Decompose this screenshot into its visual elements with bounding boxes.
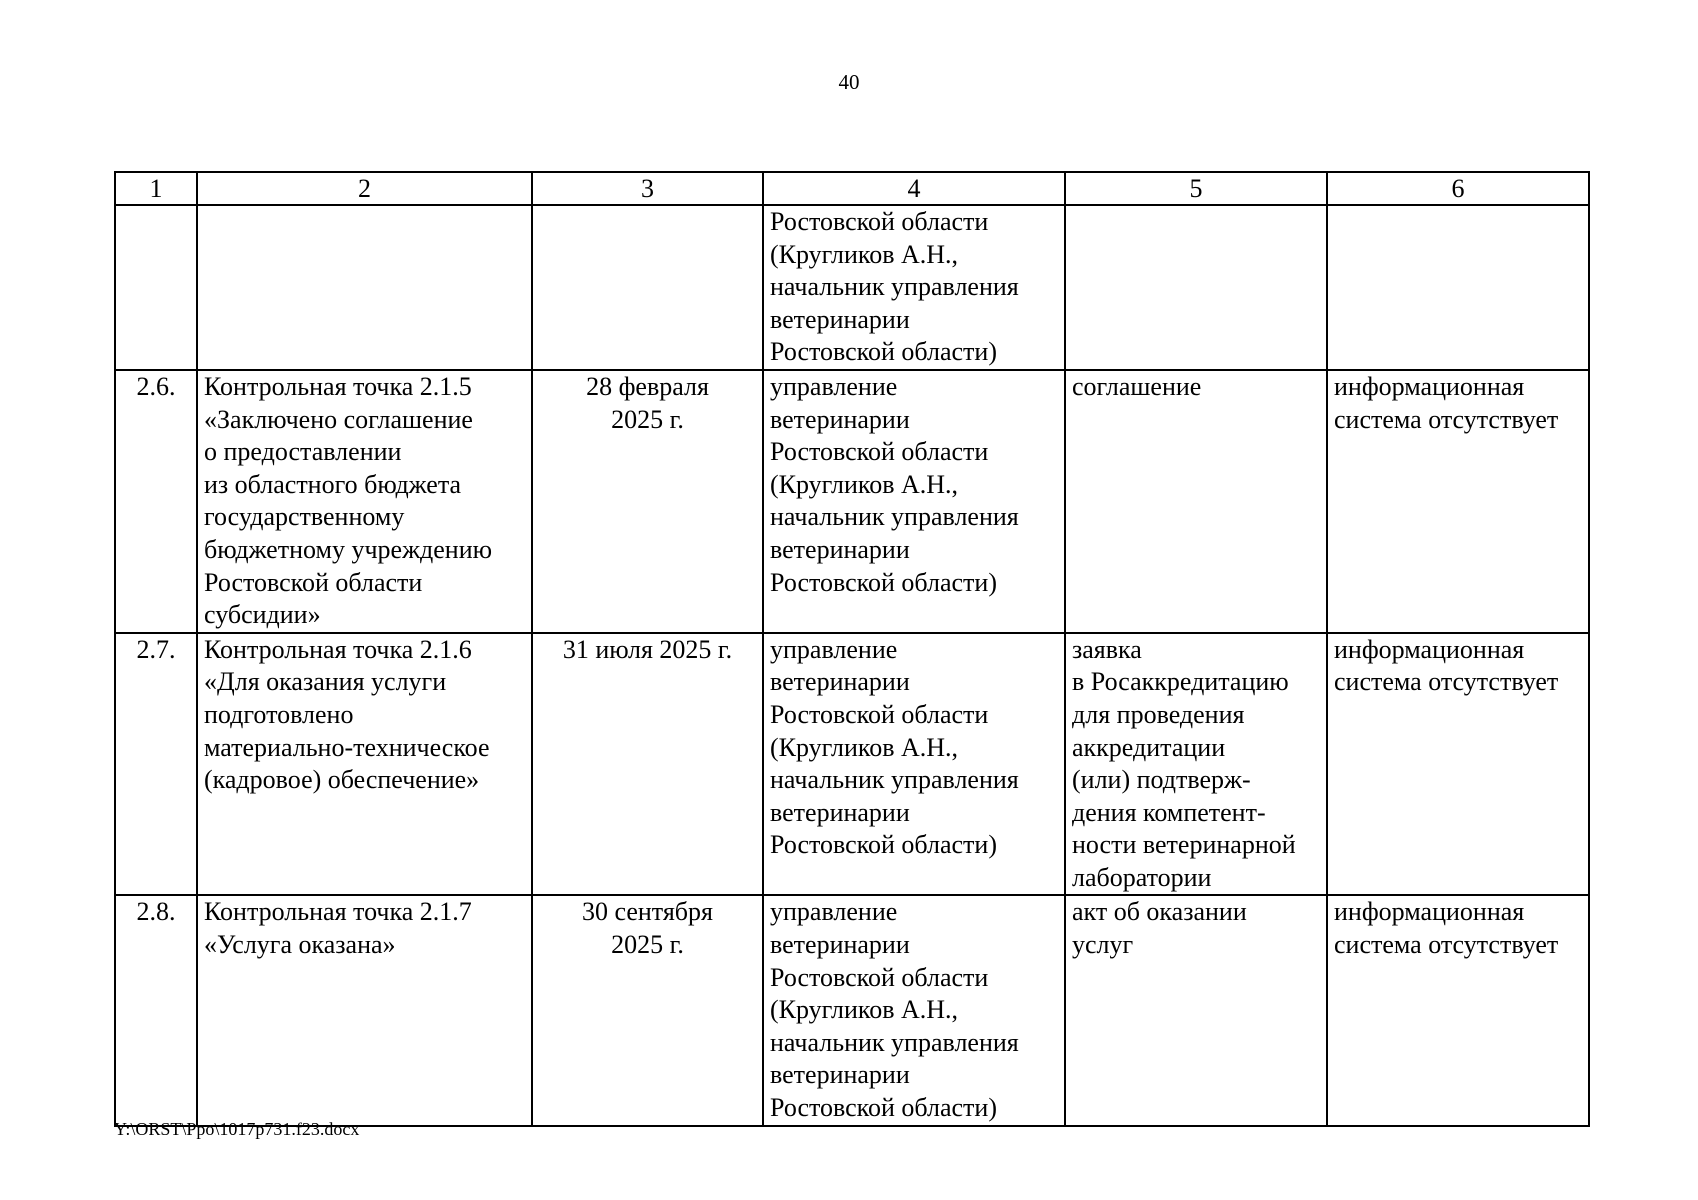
- responsible-cell: управление ветеринарии Ростовской области (Кругликов А.Н., начальник управления ветеринарии Ростовской области): [763, 633, 1065, 896]
- info-system-cell: информационная система отсутствует: [1327, 370, 1589, 633]
- responsible-cell: управление ветеринарии Ростовской области (Кругликов А.Н., начальник управления ветеринарии Ростовской области): [763, 895, 1065, 1125]
- document-cell: [1065, 205, 1327, 370]
- info-system-cell: информационная система отсутствует: [1327, 895, 1589, 1125]
- footer-file-path: Y:\ORST\Ppo\1017p731.f23.docx: [114, 1119, 360, 1139]
- table-row: [115, 370, 1589, 633]
- table-row: [115, 205, 1589, 370]
- column-header-5: 5: [1065, 172, 1327, 205]
- control-point-title-cell: Контрольная точка 2.1.7 «Услуга оказана»: [197, 895, 532, 1125]
- column-header-3: 3: [532, 172, 763, 205]
- document-cell: заявка в Росаккредитацию для проведения аккредитации (или) подтверж- дения компетент- ности ветеринарной лаборатории: [1065, 633, 1327, 896]
- document-cell: акт об оказании услуг: [1065, 895, 1327, 1125]
- responsible-cell: Ростовской области (Кругликов А.Н., начальник управления ветеринарии Ростовской области): [763, 205, 1065, 370]
- deadline-cell: 28 февраля 2025 г.: [532, 370, 763, 633]
- table-header-row: [115, 172, 1589, 205]
- column-header-4: 4: [763, 172, 1065, 205]
- row-number-cell: 2.6.: [115, 370, 197, 633]
- control-point-title-cell: [197, 205, 532, 370]
- column-header-2: 2: [197, 172, 532, 205]
- page-number: 40: [838, 70, 860, 94]
- row-number-cell: 2.8.: [115, 895, 197, 1125]
- deadline-cell: 31 июля 2025 г.: [532, 633, 763, 896]
- control-points-table: [114, 171, 1590, 1127]
- column-header-6: 6: [1327, 172, 1589, 205]
- document-cell: соглашение: [1065, 370, 1327, 633]
- table-row: [115, 633, 1589, 896]
- row-number-cell: 2.7.: [115, 633, 197, 896]
- control-point-title-cell: Контрольная точка 2.1.6 «Для оказания услуги подготовлено материально-техническое (кадровое) обеспечение»: [197, 633, 532, 896]
- responsible-cell: управление ветеринарии Ростовской области (Кругликов А.Н., начальник управления ветеринарии Ростовской области): [763, 370, 1065, 633]
- row-number-cell: [115, 205, 197, 370]
- table-row: [115, 895, 1589, 1125]
- column-header-1: 1: [115, 172, 197, 205]
- deadline-cell: [532, 205, 763, 370]
- info-system-cell: [1327, 205, 1589, 370]
- deadline-cell: 30 сентября 2025 г.: [532, 895, 763, 1125]
- control-point-title-cell: Контрольная точка 2.1.5 «Заключено соглашение о предоставлении из областного бюджета государственному бюджетному учреждению Ростовской области субсидии»: [197, 370, 532, 633]
- info-system-cell: информационная система отсутствует: [1327, 633, 1589, 896]
